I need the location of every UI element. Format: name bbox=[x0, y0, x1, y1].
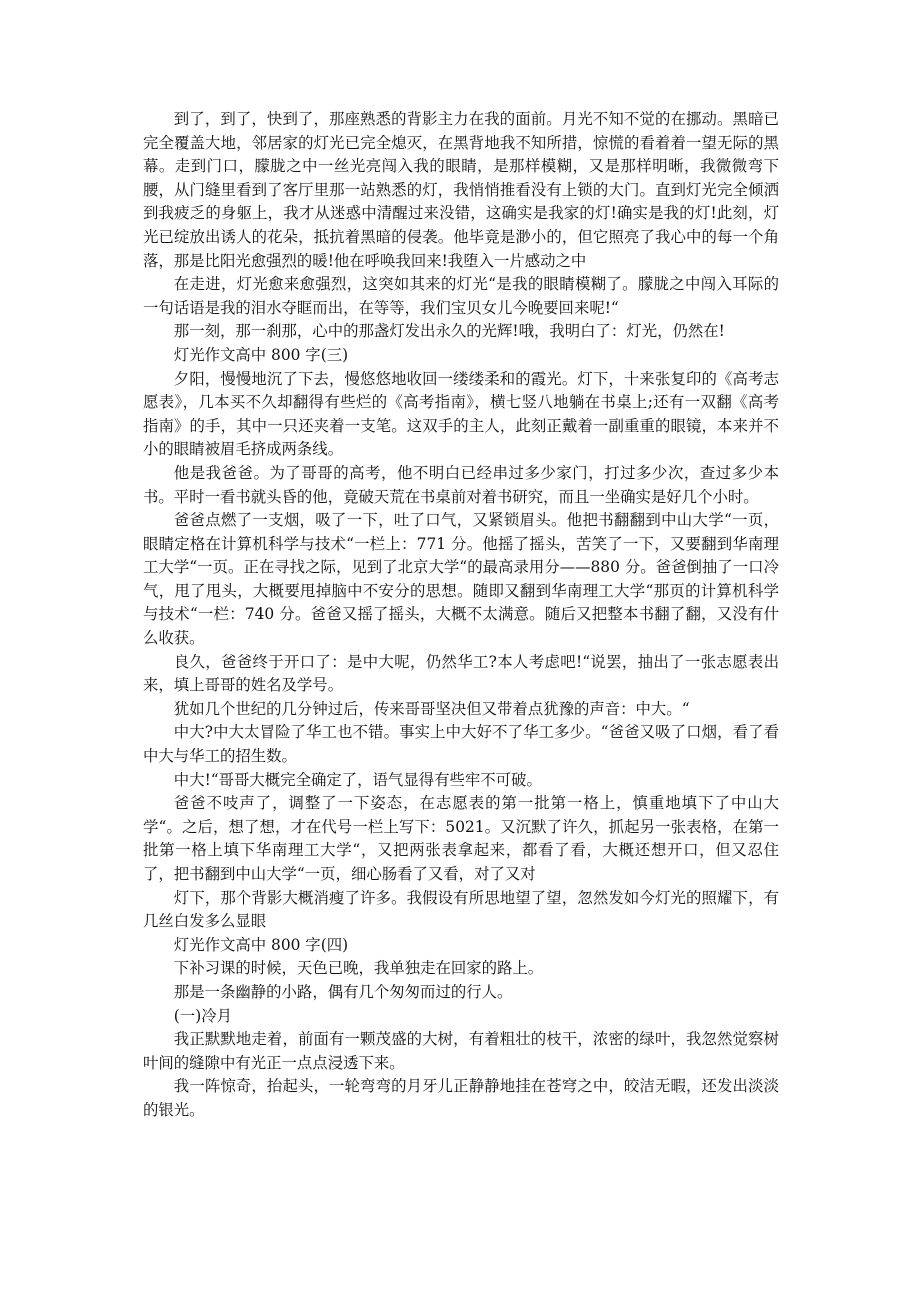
document-body bbox=[143, 108, 779, 1123]
paragraph: 在走进，灯光愈来愈强烈，这突如其来的灯光“是我的眼睛模糊了。朦胧之中闯入耳际的一句话语是我的泪水夺眶而出，在等等，我们宝贝女儿今晚要回来呢!“ bbox=[143, 275, 779, 317]
paragraph: 我正默默地走着，前面有一颗茂盛的大树，有着粗壮的枝干，浓密的绿叶，我忽然觉察树叶间的缝隙中有光正一点点浸透下来。 bbox=[143, 1030, 779, 1072]
paragraph: 夕阳，慢慢地沉了下去，慢悠悠地收回一缕缕柔和的霞光。灯下，十来张复印的《高考志愿表》，几本买不久却翻得有些烂的《高考指南》，横七竖八地躺在书桌上;还有一双翻《高考指南》的手，其中一只还夹着一支笔。这双手的主人，此刻正戴着一副重重的眼镜，本来并不小的眼睛被眉毛挤成两条线。 bbox=[143, 369, 779, 459]
paragraph: 我一阵惊奇，抬起头，一轮弯弯的月牙儿正静静地挂在苍穹之中，皎洁无暇，还发出淡淡的银光。 bbox=[143, 1077, 779, 1119]
paragraph: 中大!“哥哥大概完全确定了，语气显得有些牢不可破。 bbox=[173, 770, 542, 789]
paragraph: 犹如几个世纪的几分钟过后，传来哥哥坚决但又带着点犹豫的声音：中大。“ bbox=[173, 699, 690, 718]
paragraph: 中大?中大太冒险了华工也不错。事实上中大好不了华工多少。“爸爸又吸了口烟，看了看中大与华工的招生数。 bbox=[143, 723, 779, 766]
paragraph: 那一刻，那一刹那，心中的那盏灯发出永久的光辉!哦，我明白了：灯光，仍然在! bbox=[173, 322, 725, 341]
paragraph: 他是我爸爸。为了哥哥的高考，他不明白已经串过多少家门，打过多少次，查过多少本书。平时一看书就头昏的他，竟破天荒在书桌前对着书研究，而且一坐确实是好几个小时。 bbox=[143, 463, 779, 506]
paragraph: 那是一条幽静的小路，偶有几个匆匆而过的行人。 bbox=[173, 982, 513, 1001]
section-heading: 灯光作文高中 800 字(三) bbox=[173, 345, 349, 364]
section-heading: 灯光作文高中 800 字(四) bbox=[173, 935, 349, 954]
paragraph: 到了，到了，快到了，那座熟悉的背影主力在我的面前。月光不知不觉的在挪动。黑暗已完全覆盖大地，邻居家的灯光已完全熄灭，在黑背地我不知所措，惊慌的看着着一望无际的黑幕。走到门口，朦胧之中一丝光亮闯入我的眼睛，是那样模糊，又是那样明晰，我微微弯下腰，从门缝里看到了客厅里那一站熟悉的灯，我悄悄推看没有上锁的大门。直到灯光完全倾洒到我疲乏的身躯上，我才从迷惑中清醒过来没错，这确实是我家的灯!确实是我的灯!此刻，灯光已绽放出诱人的花朵，抵抗着黑暗的侵袭。他毕竟是渺小的，但它照亮了我心中的每一个角落，那是比阳光愈强烈的暖!他在呼唤我回来!我堕入一片感动之中 bbox=[143, 110, 779, 270]
paragraph: 下补习课的时候，天色已晚，我单独走在回家的路上。 bbox=[173, 959, 544, 978]
subsection-heading: (一)冷月 bbox=[173, 1006, 232, 1025]
paragraph: 良久，爸爸终于开口了：是中大呢，仍然华工?本人考虑吧!“说罢，抽出了一张志愿表出来，填上哥哥的姓名及学号。 bbox=[143, 652, 779, 695]
paragraph: 爸爸点燃了一支烟，吸了一下，吐了口气，又紧锁眉头。他把书翻翻到中山大学“一页，眼睛定格在计算机科学与技术“一栏上：771 分。他摇了摇头，苦笑了一下，又要翻到华南理工大学“一页。正在寻找之际，见到了北京大学“的最高录用分——880 分。爸爸倒抽了一口冷气，甩了甩头，大概要甩掉脑中不安分的思想。随即又翻到华南理工大学“那页的计算机科学与技术“一栏：740 分。爸爸又摇了摇头，大概不太满意。随后又把整本书翻了翻，又没有什么收获。 bbox=[143, 511, 779, 648]
paragraph: 爸爸不吱声了，调整了一下姿态，在志愿表的第一批第一格上，慎重地填下了中山大学“。之后，想了想，才在代号一栏上写下：5021。又沉默了许久，抓起另一张表格，在第一批第一格上填下华南理工大学“，又把两张表拿起来，都看了看，大概还想开口，但又忍住了，把书翻到中山大学“一页，细心肠看了又看，对了又对 bbox=[143, 794, 779, 883]
paragraph: 灯下，那个背影大概消瘦了许多。我假设有所思地望了望，忽然发如今灯光的照耀下，有几丝白发多么显眼 bbox=[143, 888, 779, 931]
